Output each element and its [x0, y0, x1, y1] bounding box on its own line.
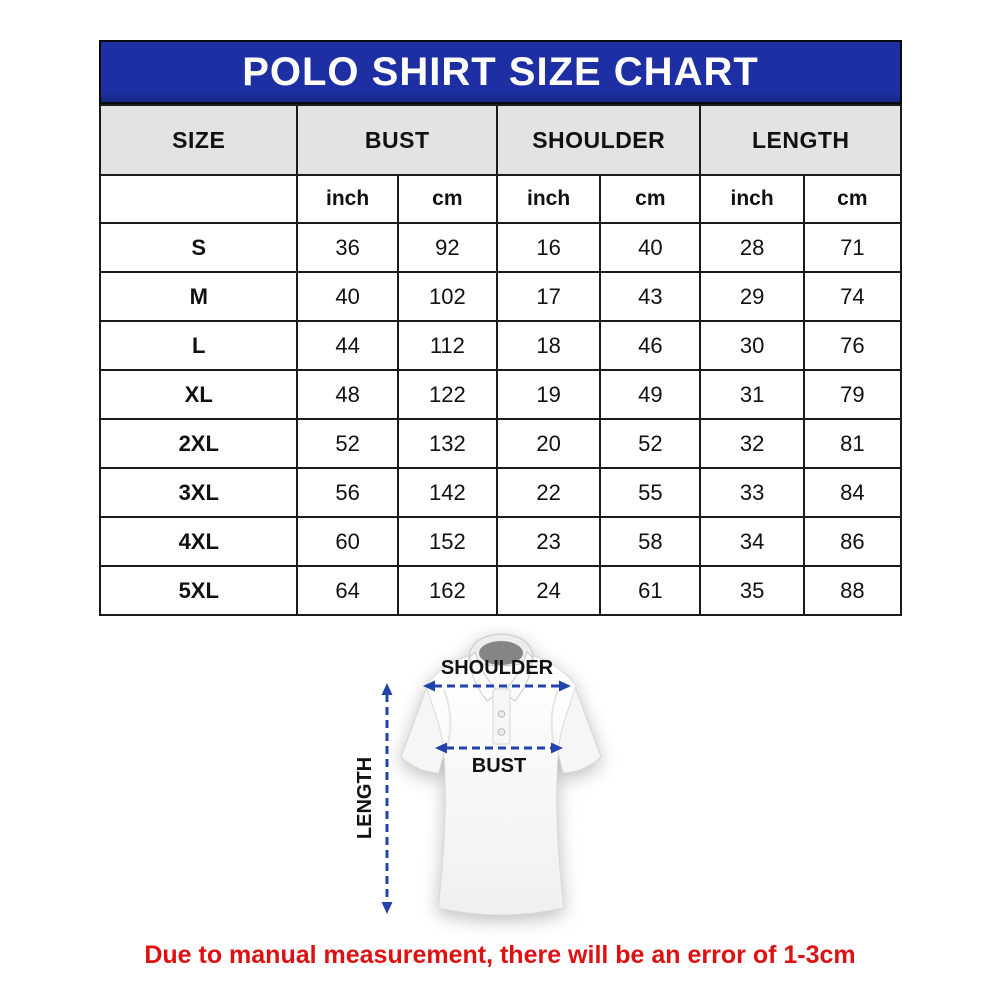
size-label: M [100, 272, 297, 321]
col-header-size: SIZE [100, 105, 297, 175]
size-label: 5XL [100, 566, 297, 615]
measurement-diagram [338, 626, 670, 944]
cell-value: 40 [297, 272, 397, 321]
cell-value: 142 [398, 468, 497, 517]
cell-value: 55 [600, 468, 700, 517]
cell-value: 64 [297, 566, 397, 615]
cell-value: 132 [398, 419, 497, 468]
cell-value: 122 [398, 370, 497, 419]
cell-value: 74 [804, 272, 901, 321]
unit-label-length-inch: inch [700, 175, 803, 223]
size-label: S [100, 223, 297, 272]
cell-value: 30 [700, 321, 803, 370]
cell-value: 79 [804, 370, 901, 419]
table-row-3xl [100, 468, 901, 517]
cell-value: 16 [497, 223, 600, 272]
cell-value: 58 [600, 517, 700, 566]
table-row-5xl [100, 566, 901, 615]
col-header-shoulder: SHOULDER [497, 105, 701, 175]
unit-spacer-cell [100, 175, 297, 223]
cell-value: 92 [398, 223, 497, 272]
unit-label-shoulder-cm: cm [600, 175, 700, 223]
cell-value: 31 [700, 370, 803, 419]
unit-header-row [100, 175, 901, 223]
table-row-xl [100, 370, 901, 419]
cell-value: 49 [600, 370, 700, 419]
measurement-error-note: Due to manual measurement, there will be an error of 1-3cm [144, 941, 856, 969]
unit-label-bust-cm: cm [398, 175, 497, 223]
size-table [99, 104, 902, 616]
cell-value: 33 [700, 468, 803, 517]
table-row-2xl [100, 419, 901, 468]
cell-value: 43 [600, 272, 700, 321]
cell-value: 28 [700, 223, 803, 272]
table-header-row [100, 105, 901, 175]
cell-value: 20 [497, 419, 600, 468]
table-row-l [100, 321, 901, 370]
cell-value: 162 [398, 566, 497, 615]
page-title: POLO SHIRT SIZE CHART [242, 49, 759, 94]
table-row-4xl [100, 517, 901, 566]
cell-value: 52 [297, 419, 397, 468]
cell-value: 60 [297, 517, 397, 566]
cell-value: 52 [600, 419, 700, 468]
length-arrow [382, 683, 393, 914]
unit-label-shoulder-inch: inch [497, 175, 600, 223]
cell-value: 152 [398, 517, 497, 566]
cell-value: 112 [398, 321, 497, 370]
col-header-bust: BUST [297, 105, 496, 175]
cell-value: 102 [398, 272, 497, 321]
chart-title-banner [99, 40, 902, 104]
cell-value: 56 [297, 468, 397, 517]
cell-value: 22 [497, 468, 600, 517]
cell-value: 46 [600, 321, 700, 370]
cell-value: 36 [297, 223, 397, 272]
unit-label-bust-inch: inch [297, 175, 397, 223]
shirt-button-top [498, 711, 505, 718]
cell-value: 17 [497, 272, 600, 321]
cell-value: 19 [497, 370, 600, 419]
size-label: L [100, 321, 297, 370]
shoulder-label: SHOULDER [440, 657, 554, 679]
cell-value: 71 [804, 223, 901, 272]
cell-value: 32 [700, 419, 803, 468]
size-label: 2XL [100, 419, 297, 468]
cell-value: 40 [600, 223, 700, 272]
table-row-s [100, 223, 901, 272]
cell-value: 84 [804, 468, 901, 517]
cell-value: 35 [700, 566, 803, 615]
cell-value: 29 [700, 272, 803, 321]
col-header-length: LENGTH [700, 105, 901, 175]
unit-label-length-cm: cm [804, 175, 901, 223]
shirt-button-bottom [498, 729, 505, 736]
bust-label: BUST [471, 755, 527, 777]
length-label: LENGTH [354, 756, 376, 840]
cell-value: 86 [804, 517, 901, 566]
table-row-m [100, 272, 901, 321]
size-label: 3XL [100, 468, 297, 517]
cell-value: 61 [600, 566, 700, 615]
cell-value: 34 [700, 517, 803, 566]
cell-value: 44 [297, 321, 397, 370]
cell-value: 23 [497, 517, 600, 566]
size-label: XL [100, 370, 297, 419]
cell-value: 24 [497, 566, 600, 615]
cell-value: 48 [297, 370, 397, 419]
cell-value: 88 [804, 566, 901, 615]
cell-value: 81 [804, 419, 901, 468]
size-chart [99, 40, 902, 616]
size-label: 4XL [100, 517, 297, 566]
cell-value: 18 [497, 321, 600, 370]
cell-value: 76 [804, 321, 901, 370]
